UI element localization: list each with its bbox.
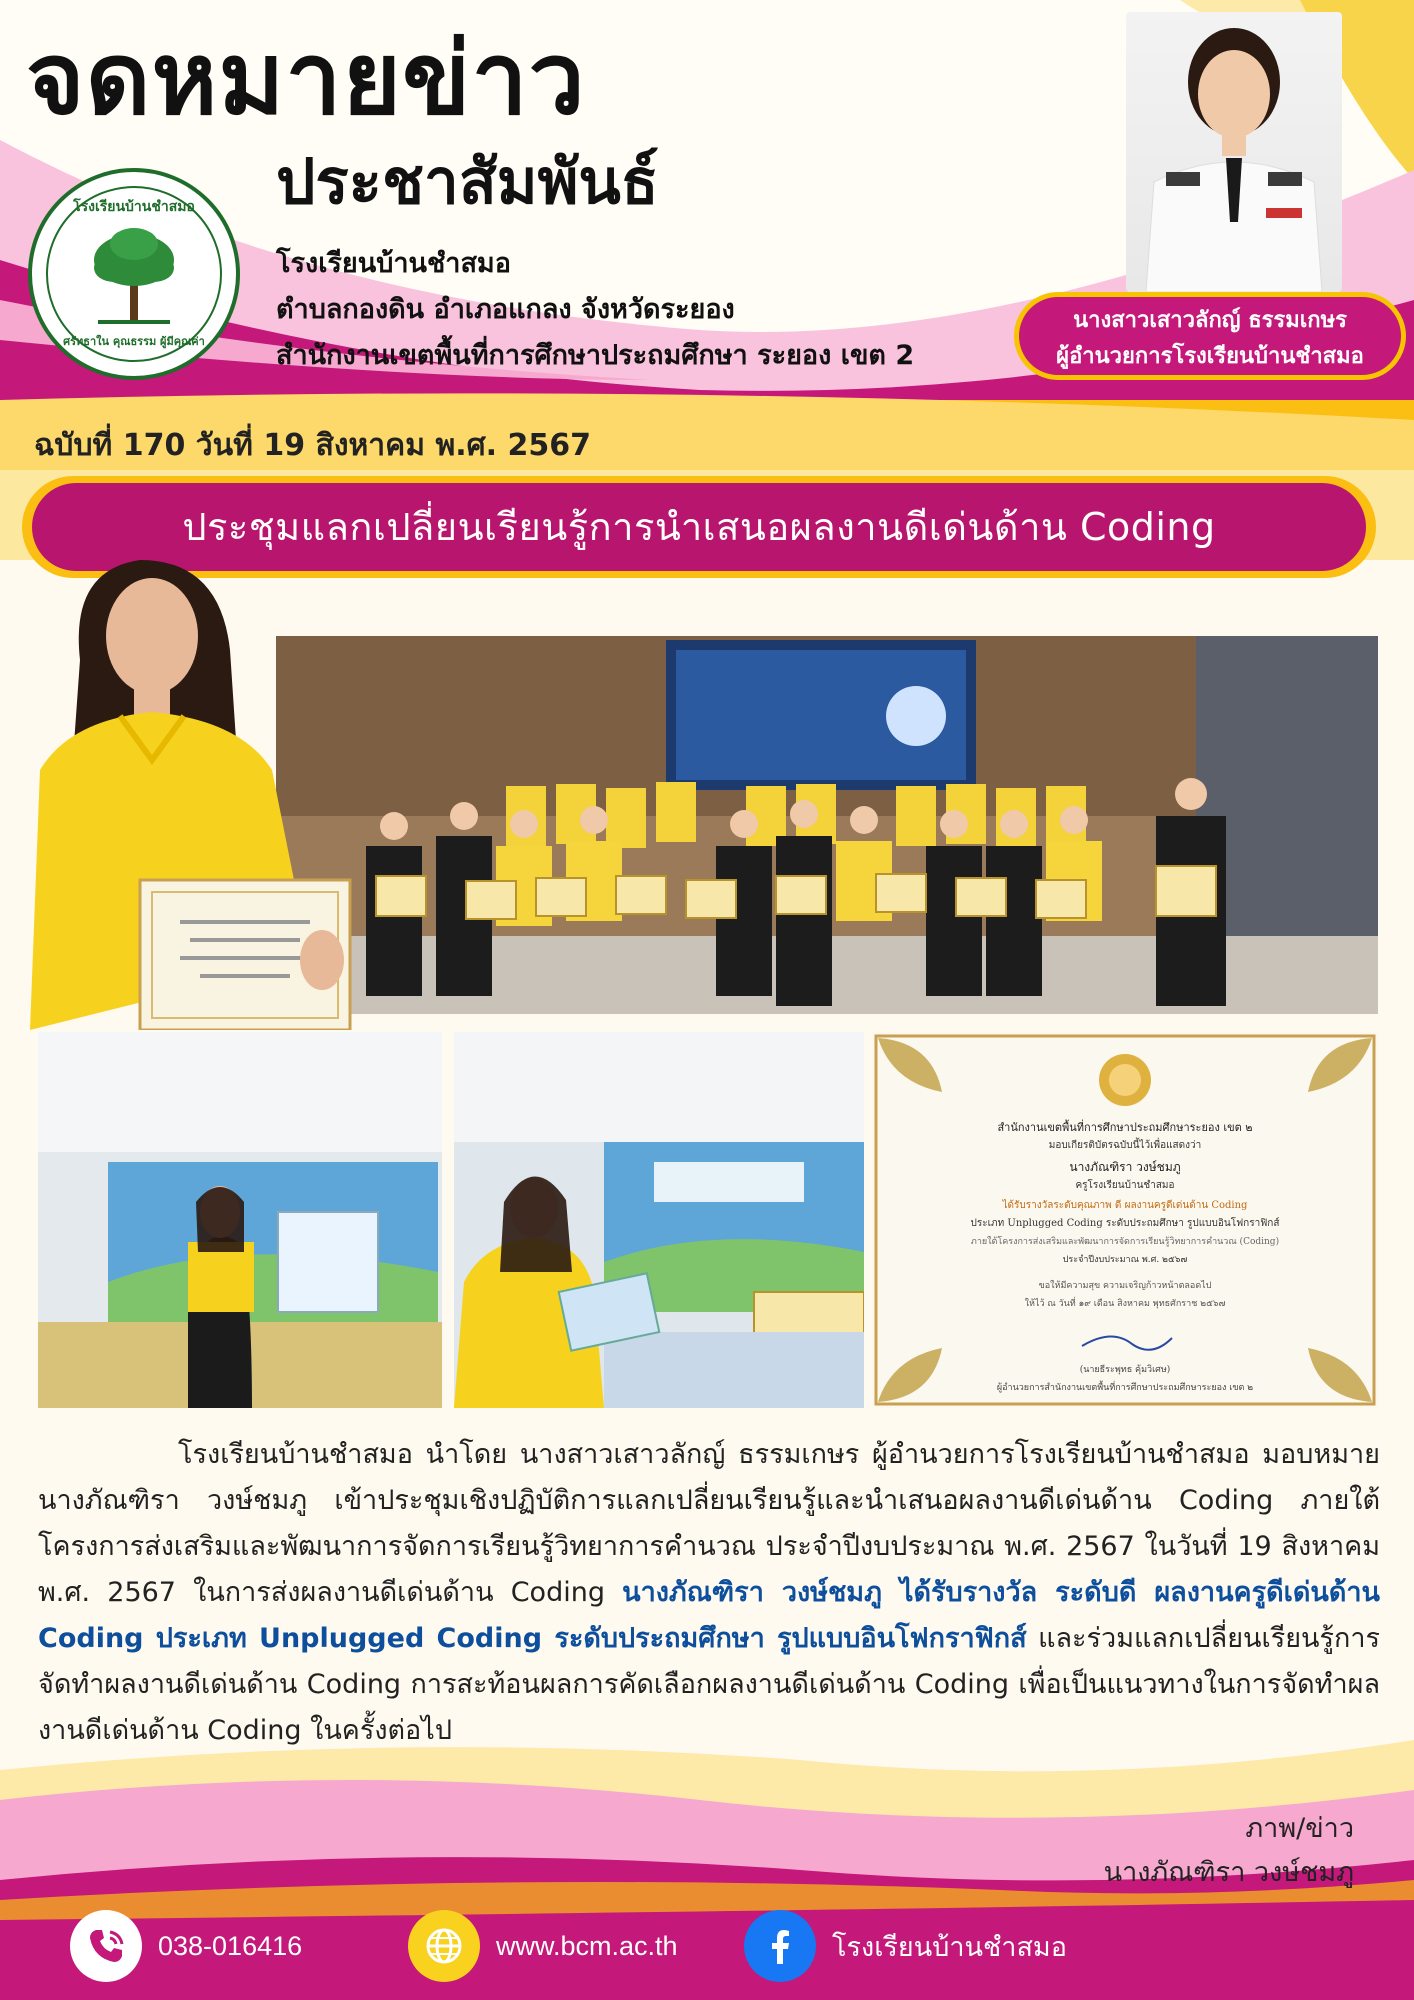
news-body [38,1432,1380,1754]
director-portrait-icon [1126,12,1342,292]
credit-label: ภาพ/ข่าว [1245,1813,1354,1844]
facebook-icon [744,1910,816,1982]
body-highlight: นางภัณฑิรา วงษ์ชมภู ได้รับรางวัล ระดับดี ผลงานครูดีเด่นด้าน Coding ประเภท Unplugged Coding ระดับประถมศึกษา รูปแบบอินโฟกราฟิกส์ [38,1577,1380,1654]
director-position: ผู้อำนวยการโรงเรียนบ้านชำสมอ [1056,344,1364,369]
director-badge [1014,292,1406,380]
cert-line1: มอบเกียรติบัตรฉบับนี้ไว้เพื่อแสดงว่า [1048,1140,1202,1151]
phone-number: 038-016416 [158,1930,303,1961]
school-logo [28,168,240,380]
cert-name: นางภัณฑิรา วงษ์ชมภู [1069,1160,1181,1174]
facebook-page: โรงเรียนบ้านชำสมอ [832,1931,1067,1962]
cert-type: ประเภท Unplugged Coding ระดับประถมศึกษา รูปแบบอินโฟกราฟิกส์ [970,1218,1280,1229]
logo-text-top: โรงเรียนบ้านชำสมอ [73,199,195,215]
credit-name: นางภัณฑิรา วงษ์ชมภู [1103,1857,1354,1888]
newsletter-title: จดหมายข่าว [26,20,586,137]
school-address: ตำบลกองดิน อำเภอแกลง จังหวัดระยอง [276,294,735,325]
cert-wish: ขอให้มีความสุข ความเจริญก้าวหน้าตลอดไป [1038,1281,1212,1291]
body-part-2: และร่วมแลกเปลี่ยนเรียนรู้การจัดทำผลงานดีเด่นด้าน Coding การสะท้อนผลการคัดเลือกผลงานดีเด่นด้าน Coding เพื่อเป็นแนวทางในการจัดทำผลงานดีเด่นด้าน Coding ในครั้งต่อไป [38,1623,1380,1746]
cert-school: ครูโรงเรียนบ้านชำสมอ [1075,1180,1175,1191]
cert-date: ให้ไว้ ณ วันที่ ๑๙ เดือน สิงหาคม พุทธศักราช ๒๕๖๗ [1024,1299,1226,1309]
website-url: www.bcm.ac.th [496,1930,678,1961]
school-district: สำนักงานเขตพื้นที่การศึกษาประถมศึกษา ระยอง เขต 2 [276,340,915,371]
director-name: นางสาวเสาวลักญ์ ธรรมเกษร [1073,308,1347,333]
issue-date: ฉบับที่ 170 วันที่ 19 สิงหาคม พ.ศ. 2567 [34,428,591,463]
certificate [872,1032,1378,1408]
teacher-illustration [10,540,360,1030]
headline-text: ประชุมแลกเปลี่ยนเรียนรู้การนำเสนอผลงานดีเด่นด้าน Coding [32,483,1366,571]
booth-illustration-1 [38,1032,442,1408]
director-photo [1126,12,1342,292]
body-part-1: โรงเรียนบ้านชำสมอ นำโดย นางสาวเสาวลักญ์ ธรรมเกษร ผู้อำนวยการโรงเรียนบ้านชำสมอ มอบหมาย นางภัณฑิรา วงษ์ชมภู เข้าประชุมเชิงปฏิบัติการแลกเปลี่ยนเรียนรู้และนำเสนอผลงานดีเด่นด้าน Coding ภายใต้โครงการส่งเสริมและพัฒนาการจัดการเรียนรู้วิทยาการคำนวณ ประจำปีงบประมาณ พ.ศ. 2567 ในวันที่ 19 สิงหาคม พ.ศ. 2567 ในการส่งผลงานดีเด่นด้าน Coding [38,1439,1380,1608]
cert-signer-title: ผู้อำนวยการสำนักงานเขตพื้นที่การศึกษาประถมศึกษาระยอง เขต ๒ [996,1383,1254,1393]
logo-text-bottom: ศรัทธาใน คุณธรรม ผู้มีคุณค่า [63,335,205,348]
group-photo-illustration [276,636,1378,1014]
group-photo [276,636,1378,1014]
globe-icon [408,1910,480,1982]
newsletter-subtitle: ประชาสัมพันธ์ [276,145,659,218]
phone-icon [70,1910,142,1982]
cert-year: ประจำปีงบประมาณ พ.ศ. ๒๕๖๗ [1062,1255,1188,1265]
footer-facebook[interactable] [744,1906,1067,1986]
footer-website[interactable] [408,1906,678,1986]
booth-photo-2 [454,1032,864,1408]
school-name: โรงเรียนบ้านชำสมอ [276,248,511,279]
booth-photo-1 [38,1032,442,1408]
cert-project: ภายใต้โครงการส่งเสริมและพัฒนาการจัดการเรียนรู้วิทยาการคำนวณ (Coding) [970,1237,1280,1247]
cert-org: สำนักงานเขตพื้นที่การศึกษาประถมศึกษาระยอง เขต ๒ [997,1121,1253,1134]
cert-award: ได้รับรางวัลระดับคุณภาพ ดี ผลงานครูดีเด่นด้าน Coding [1002,1200,1248,1211]
booth-illustration-2 [454,1032,864,1408]
teacher-photo [10,540,360,1030]
footer-phone[interactable] [70,1906,302,1986]
cert-signer: (นายธีระพุทธ คุ้มวิเศษ) [1079,1365,1171,1375]
tree-icon [88,224,180,328]
